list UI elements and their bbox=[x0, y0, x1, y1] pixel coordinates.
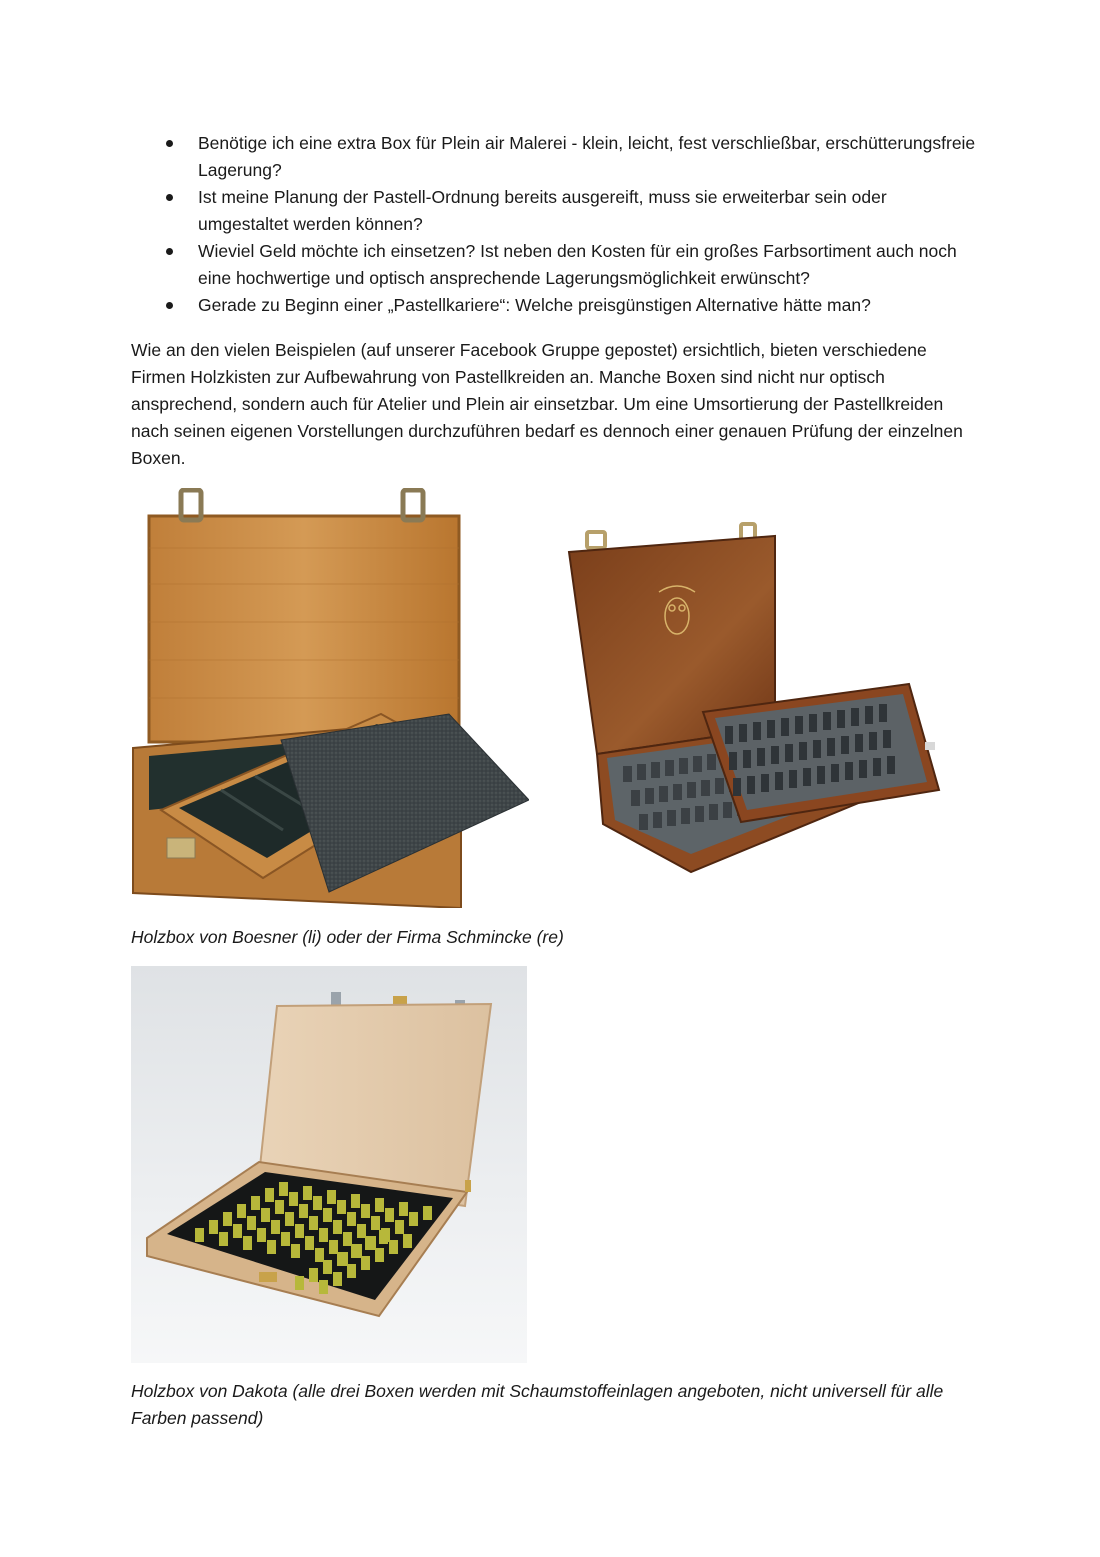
list-item-text: Wieviel Geld möchte ich einsetzen? Ist neben den Kosten für ein großes Farbsortiment auch noch eine hochwertige und optisch ansprechende Lagerungsmöglichkeit erwünscht? bbox=[198, 241, 957, 288]
bullet-icon bbox=[166, 194, 173, 201]
dakota-box-image bbox=[131, 966, 527, 1363]
list-item-text: Benötige ich eine extra Box für Plein air Malerei - klein, leicht, fest verschließbar, erschütterungsfreie Lagerung? bbox=[198, 133, 976, 180]
bullet-icon bbox=[166, 302, 173, 309]
question-list bbox=[131, 130, 981, 319]
list-item bbox=[131, 238, 981, 292]
list-item-text: Gerade zu Beginn einer „Pastellkariere“: Welche preisgünstigen Alternative hätte man? bbox=[198, 295, 871, 315]
list-item-text: Ist meine Planung der Pastell-Ordnung bereits ausgereift, muss sie erweiterbar sein oder umgestaltet werden können? bbox=[198, 187, 887, 234]
list-item bbox=[131, 130, 981, 184]
bullet-icon bbox=[166, 140, 173, 147]
list-item bbox=[131, 292, 981, 319]
figure-caption: Holzbox von Dakota (alle drei Boxen werden mit Schaumstoffeinlagen angeboten, nicht universell für alle Farben passend) bbox=[131, 1381, 944, 1428]
bullet-icon bbox=[166, 248, 173, 255]
boesner-box-image bbox=[131, 488, 529, 908]
figure-caption: Holzbox von Boesner (li) oder der Firma Schmincke (re) bbox=[131, 927, 564, 947]
list-item bbox=[131, 184, 981, 238]
body-paragraph: Wie an den vielen Beispielen (auf unserer Facebook Gruppe gepostet) ersichtlich, bieten verschiedene Firmen Holzkisten zur Aufbewahrung von Pastellkreiden an. Manche Boxen sind nicht nur optisch ansprechend, sondern auch für Atelier und Plein air einsetzbar. Um eine Umsortierung der Pastellkreiden nach seinen eigenen Vorstellungen durchzuführen bedarf es dennoch einer genauen Prüfung der einzelnen Boxen. bbox=[131, 340, 963, 468]
schmincke-box-image bbox=[563, 522, 943, 874]
